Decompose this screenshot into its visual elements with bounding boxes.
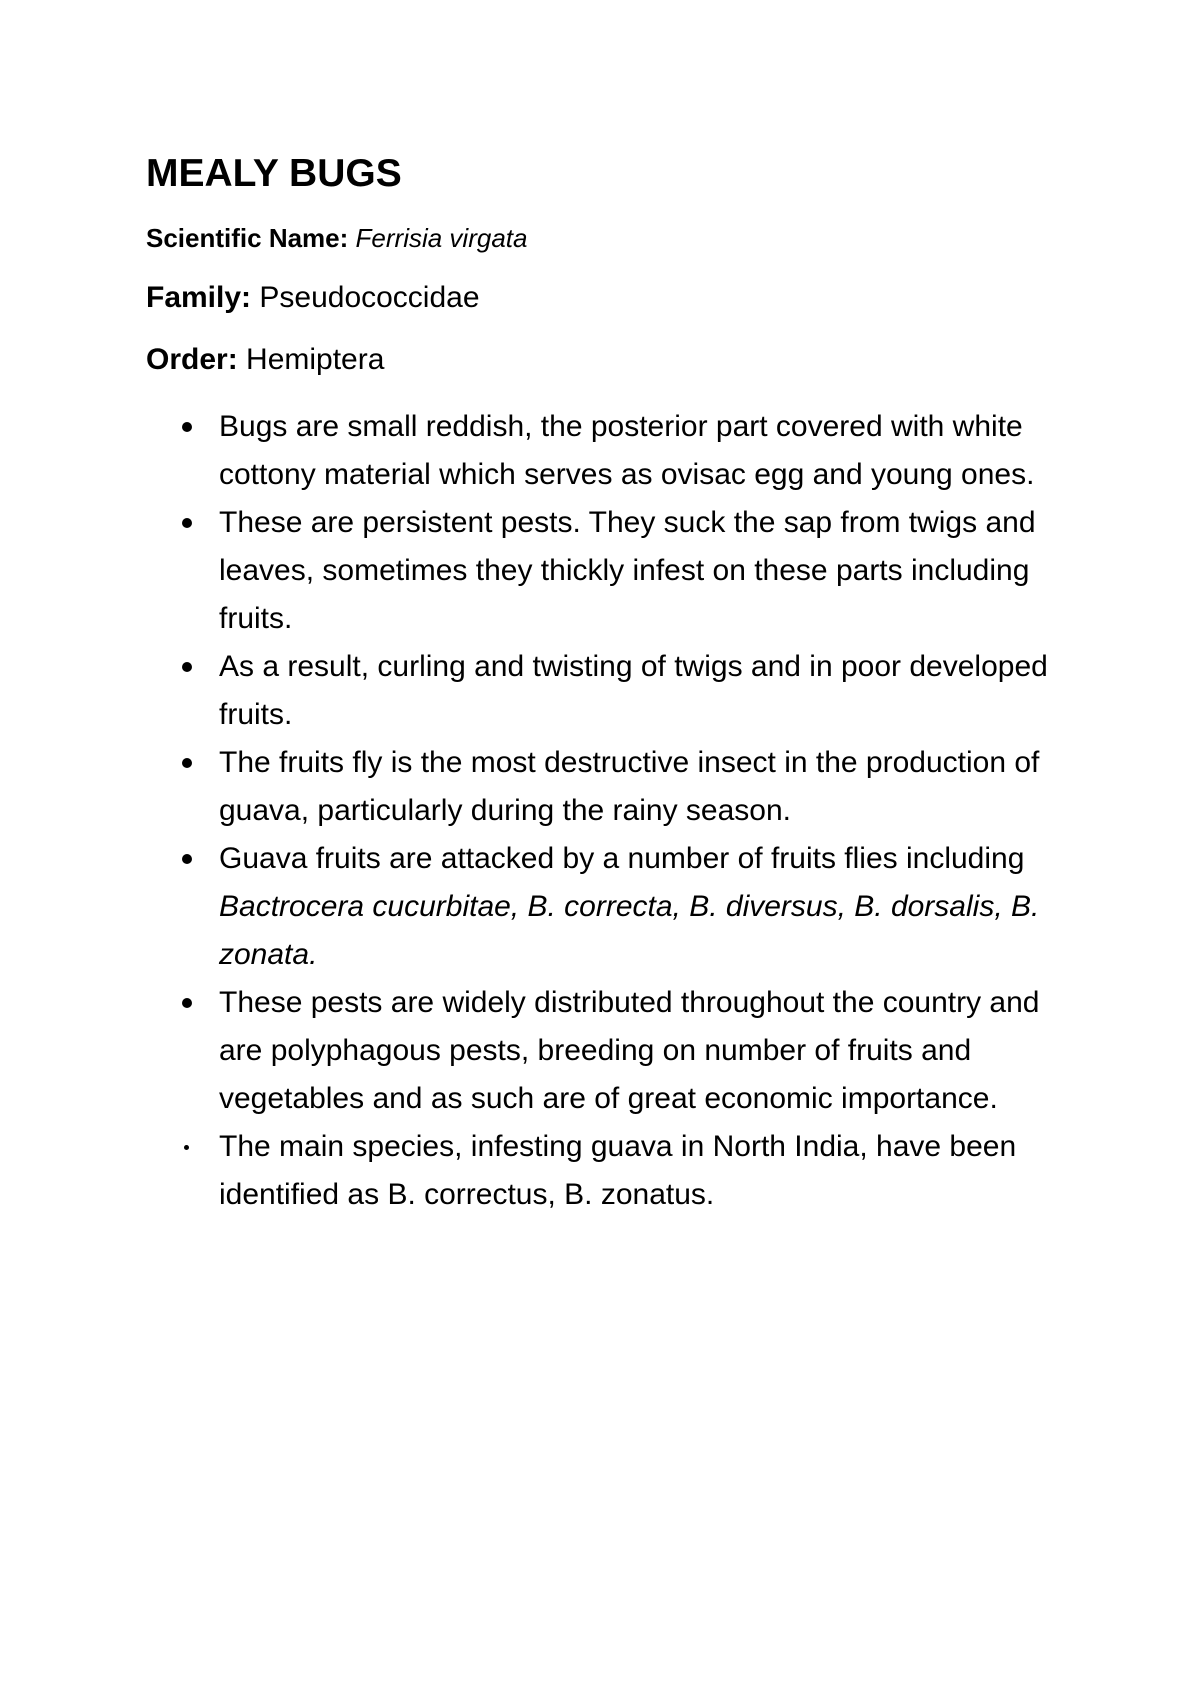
page-title: MEALY BUGS <box>146 152 402 195</box>
bullet-list <box>146 403 1076 1219</box>
bullet-icon <box>182 662 192 672</box>
list-item <box>146 403 1076 499</box>
list-item <box>146 499 1076 643</box>
list-item <box>146 643 1076 739</box>
document-content <box>146 150 1076 1219</box>
bullet-icon <box>182 422 192 432</box>
list-item <box>146 1123 1076 1219</box>
family-label: Family: <box>146 281 252 314</box>
family-line <box>146 279 1076 317</box>
list-item-italic-species: Bactrocera cucurbitae, B. correcta, B. diversus, B. dorsalis, B. zonata. <box>219 890 1040 971</box>
list-item <box>146 739 1076 835</box>
scientific-name-label: Scientific Name: <box>146 223 349 253</box>
scientific-name-value: Ferrisia virgata <box>355 223 528 253</box>
bullet-icon <box>182 518 192 528</box>
bullet-icon <box>182 854 192 864</box>
order-value: Hemiptera <box>246 343 385 376</box>
list-item <box>146 835 1076 979</box>
list-item-text: The main species, infesting guava in North India, have been identified as B. correctus, B. zonatus. <box>219 1130 1017 1211</box>
list-item-text: Bugs are small reddish, the posterior part covered with white cottony material which serves as ovisac egg and young ones. <box>219 410 1035 491</box>
list-item-text: These pests are widely distributed throughout the country and are polyphagous pests, breeding on number of fruits and vegetables and as such are of great economic importance. <box>219 986 1040 1115</box>
family-value: Pseudococcidae <box>259 281 480 314</box>
list-item-text: These are persistent pests. They suck the sap from twigs and leaves, sometimes they thickly infest on these parts including fruits. <box>219 506 1036 635</box>
bullet-icon <box>182 758 192 768</box>
list-item-text: As a result, curling and twisting of twigs and in poor developed fruits. <box>219 650 1048 731</box>
scientific-name-line <box>146 221 1076 255</box>
order-line <box>146 341 1076 379</box>
list-item <box>146 979 1076 1123</box>
list-item-text: Guava fruits are attacked by a number of fruits flies including <box>219 842 1025 875</box>
list-item-text: The fruits fly is the most destructive insect in the production of guava, particularly during the rainy season. <box>219 746 1040 827</box>
bullet-icon <box>182 998 192 1008</box>
bullet-icon <box>184 1145 189 1150</box>
order-label: Order: <box>146 343 238 376</box>
